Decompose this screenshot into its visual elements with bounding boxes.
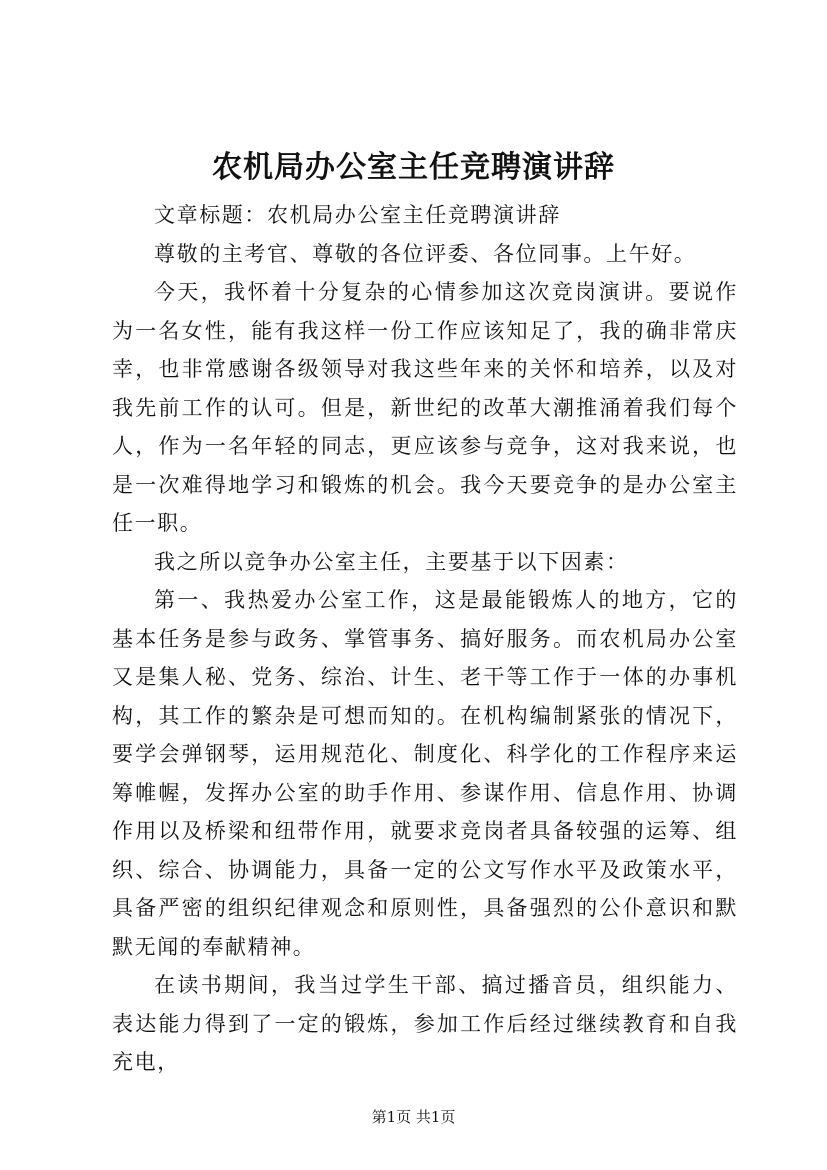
document-title: 农机局办公室主任竞聘演讲辞 [212,150,615,185]
paragraph-reasons-lead: 我之所以竞争办公室主任，主要基于以下因素： [154,549,629,574]
paragraph-intro: 今天，我怀着十分复杂的心情参加这次竞岗演讲。要说作为一名女性，能有我这样一份工作应该知足了，我的确非常庆幸，也非常感谢各级领导对我这些年来的关怀和培养，以及对我先前工作的认可。但是，新世纪的改革大潮推涌着我们每个人，作为一名年轻的同志，更应该参与竞争，这对我来说，也是一次难得地学习和锻炼的机会。我今天要竞争的是办公室主任一职。 [112,280,738,535]
page-footer: 第1页 共1页 [371,1108,456,1126]
paragraph-experience: 在读书期间，我当过学生干部、搞过播音员，组织能力、表达能力得到了一定的锻炼，参加工作后经过继续教育和自我充电， [112,973,738,1074]
paragraph-article-title: 文章标题：农机局办公室主任竞聘演讲辞 [154,203,561,227]
paragraph-greeting: 尊敬的主考官、尊敬的各位评委、各位同事。上午好。 [154,241,697,266]
paragraph-reason-one: 第一、我热爱办公室工作，这是最能锻炼人的地方，它的基本任务是参与政务、掌管事务、搞好服务。而农机局办公室又是集人秘、党务、综治、计生、老干等工作于一体的办事机构，其工作的繁杂是可想而知的。在机构编制紧张的情况下，要学会弹钢琴，运用规范化、制度化、科学化的工作程序来运筹帷幄，发挥办公室的助手作用、参谋作用、信息作用、协调作用以及桥梁和纽带作用，就要求竞岗者具备较强的运筹、组织、综合、协调能力，具备一定的公文写作水平及政策水平，具备严密的组织纪律观念和原则性，具备强烈的公仆意识和默默无闻的奉献精神。 [112,588,738,959]
document-body [112,196,738,1082]
